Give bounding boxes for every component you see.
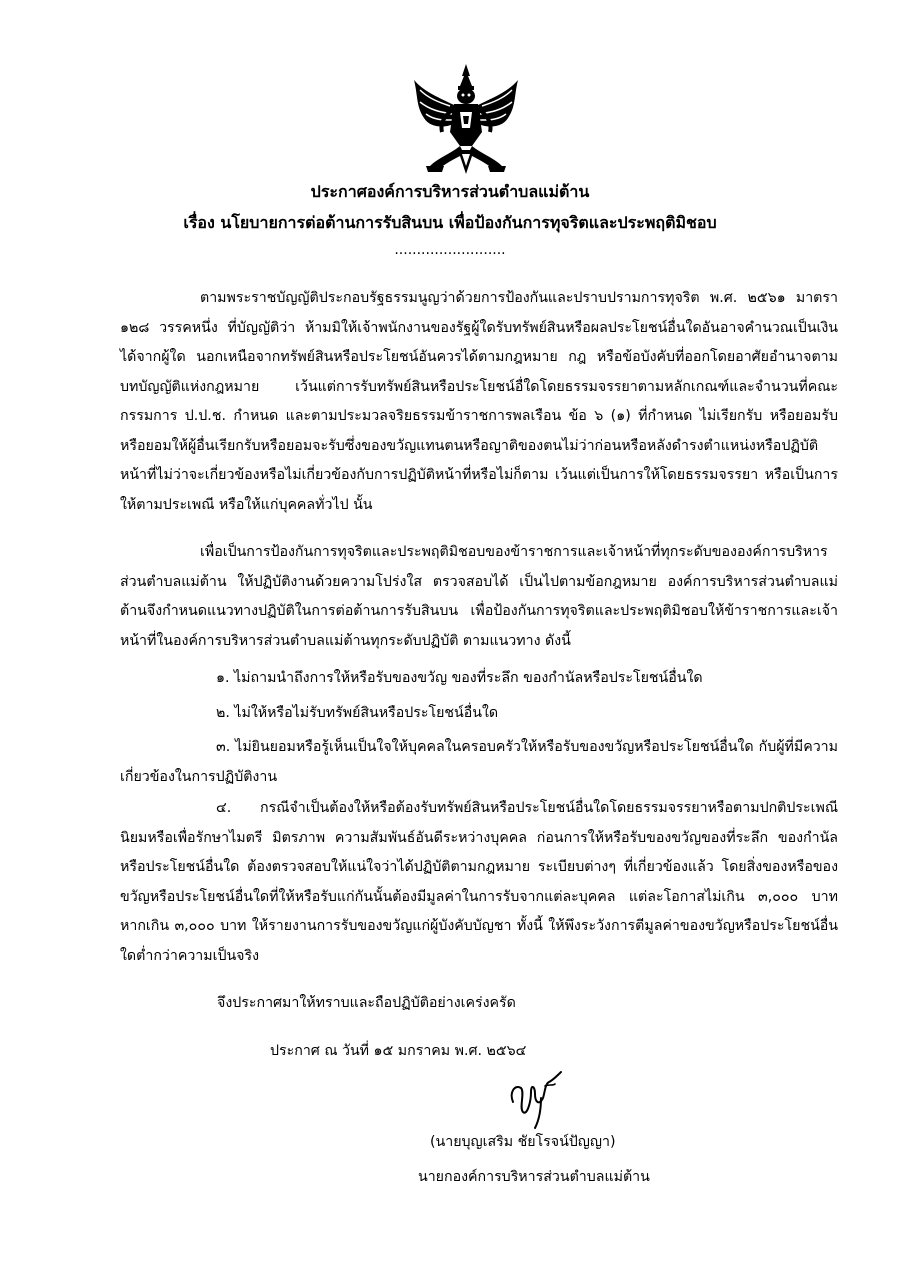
- handwritten-signature-icon: [505, 1062, 565, 1132]
- announcement-date: ประกาศ ณ วันที่ ๑๕ มกราคม พ.ศ. ๒๕๖๔: [270, 1043, 527, 1059]
- item-text: ๒. ไม่ให้หรือไม่รับทรัพย์สินหรือประโยชน์อื่นใด: [216, 705, 499, 721]
- document-subject: เรื่อง นโยบายการต่อต้านการรับสินบน เพื่อป้องกันการทุจริตและประพฤติมิชอบ: [183, 213, 717, 232]
- item-text: ๑. ไม่ถามนำถึงการให้หรือรับของขวัญ ของที่ระลึก ของกำนัลหรือประโยชน์อื่นใด: [216, 670, 703, 686]
- paragraph-text: เพื่อเป็นการป้องกันการทุจริตและประพฤติมิชอบของข้าราชการและเจ้าหน้าที่ทุกระดับขององค์การบริหารส่วนตำบลแม่ต้าน ให้ปฏิบัติงานด้วยความโปร่งใส ตรวจสอบได้ เป็นไปตามข้อกฎหมาย องค์การบริหารส่วนตำบลแม่ต้านจึงกำหนดแนวทางปฏิบัติในการต่อต้านการรับสินบน เพื่อป้องกันการทุจริตและประพฤติมิชอบให้ข้าราชการและเจ้าหน้าที่ในองค์การบริหารส่วนตำบลแม่ต้านทุกระดับปฏิบัติ ตามแนวทาง ดังนี้: [120, 544, 838, 649]
- title-separator: .........................: [394, 242, 506, 258]
- body-paragraph-2: [120, 538, 838, 656]
- garuda-emblem-icon: [410, 62, 522, 176]
- guideline-item-3: [120, 733, 838, 792]
- guideline-item-1: [120, 664, 838, 694]
- guideline-item-2: [120, 699, 838, 729]
- body-paragraph-1: [120, 284, 838, 520]
- guideline-item-4: [120, 794, 838, 971]
- item-text: ๓. ไม่ยินยอมหรือรู้เห็นเป็นใจให้บุคคลในครอบครัวให้หรือรับของขวัญหรือประโยชน์อื่นใด กับผู้ที่มีความเกี่ยวข้องในการปฏิบัติงาน: [120, 739, 838, 785]
- closing-statement: จึงประกาศมาให้ทราบและถือปฏิบัติอย่างเคร่งครัด: [217, 995, 516, 1011]
- document-title: ประกาศองค์การบริหารส่วนตำบลแม่ต้าน: [310, 182, 590, 201]
- signer-title: นายกองค์การบริหารส่วนตำบลแม่ต้าน: [418, 1169, 650, 1185]
- paragraph-text: ตามพระราชบัญญัติประกอบรัฐธรรมนูญว่าด้วยการป้องกันและปราบปรามการทุจริต พ.ศ. ๒๕๖๑ มาตรา ๑๒๘ วรรคหนึ่ง ที่บัญญัติว่า ห้ามมิให้เจ้าพนักงานของรัฐผู้ใดรับทรัพย์สินหรือผลประโยชน์อื่นใดอันอาจคำนวณเป็นเงินได้จากผู้ใด นอกเหนือจากทรัพย์สินหรือประโยชน์อันควรได้ตามกฎหมาย กฎ หรือข้อบังคับที่ออกโดยอาศัยอำนาจตามบทบัญญัติแห่งกฎหมาย เว้นแต่การรับทรัพย์สินหรือประโยชน์อื่ใดโดยธรรมจรรยาตามหลักเกณฑ์และจำนวนที่คณะกรรมการ ป.ป.ช. กำหนด และตามประมวลจริยธรรมข้าราชการพลเรือน ข้อ ๖ (๑) ที่กำหนด ไม่เรียกรับ หรือยอมรับ หรือยอมให้ผู้อื่นเรียกรับหรือยอมจะรับซึ่งของขวัญแทนตนหรือญาติของตนไม่ว่าก่อนหรือหลังดำรงตำแหน่งหรือปฏิบัติหน้าที่ไม่ว่าจะเกี่ยวข้องหรือไม่เกี่ยวข้องกับการปฏิบัติหน้าที่หรือไม่ก็ตาม เว้นแต่เป็นการให้โดยธรรมจรรยา หรือเป็นการให้ตามประเพณี หรือให้แก่บุคคลทั่วไป นั้น: [120, 290, 838, 513]
- item-text: ๔. กรณีจำเป็นต้องให้หรือต้องรับทรัพย์สินหรือประโยชน์อื่นใดโดยธรรมจรรยาหรือตามปกติประเพณีนิยมหรือเพื่อรักษาไมตรี มิตรภาพ ความสัมพันธ์อันดีระหว่างบุคคล ก่อนการให้หรือรับของขวัญของที่ระลึก ของกำนัลหรือประโยชน์อื่นใด ต้องตรวจสอบให้แน่ใจว่าได้ปฏิบัติตามกฎหมาย ระเบียบต่างๆ ที่เกี่ยวข้องแล้ว โดยสิ่งของหรือของขวัญหรือประโยชน์อื่นใดที่ให้หรือรับแก่กันนั้นต้องมีมูลค่าในการรับจากแต่ละบุคคล แต่ละโอกาสไม่เกิน ๓,๐๐๐ บาท หากเกิน ๓,๐๐๐ บาท ให้รายงานการรับของขวัญแก่ผู้บังคับบัญชา ทั้งนี้ ให้พึงระวังการตีมูลค่าของขวัญหรือประโยชน์อื่นใดต่ำกว่าความเป็นจริง: [120, 800, 838, 964]
- signer-name: (นายบุญเสริม ชัยโรจน์ปัญญา): [430, 1134, 616, 1150]
